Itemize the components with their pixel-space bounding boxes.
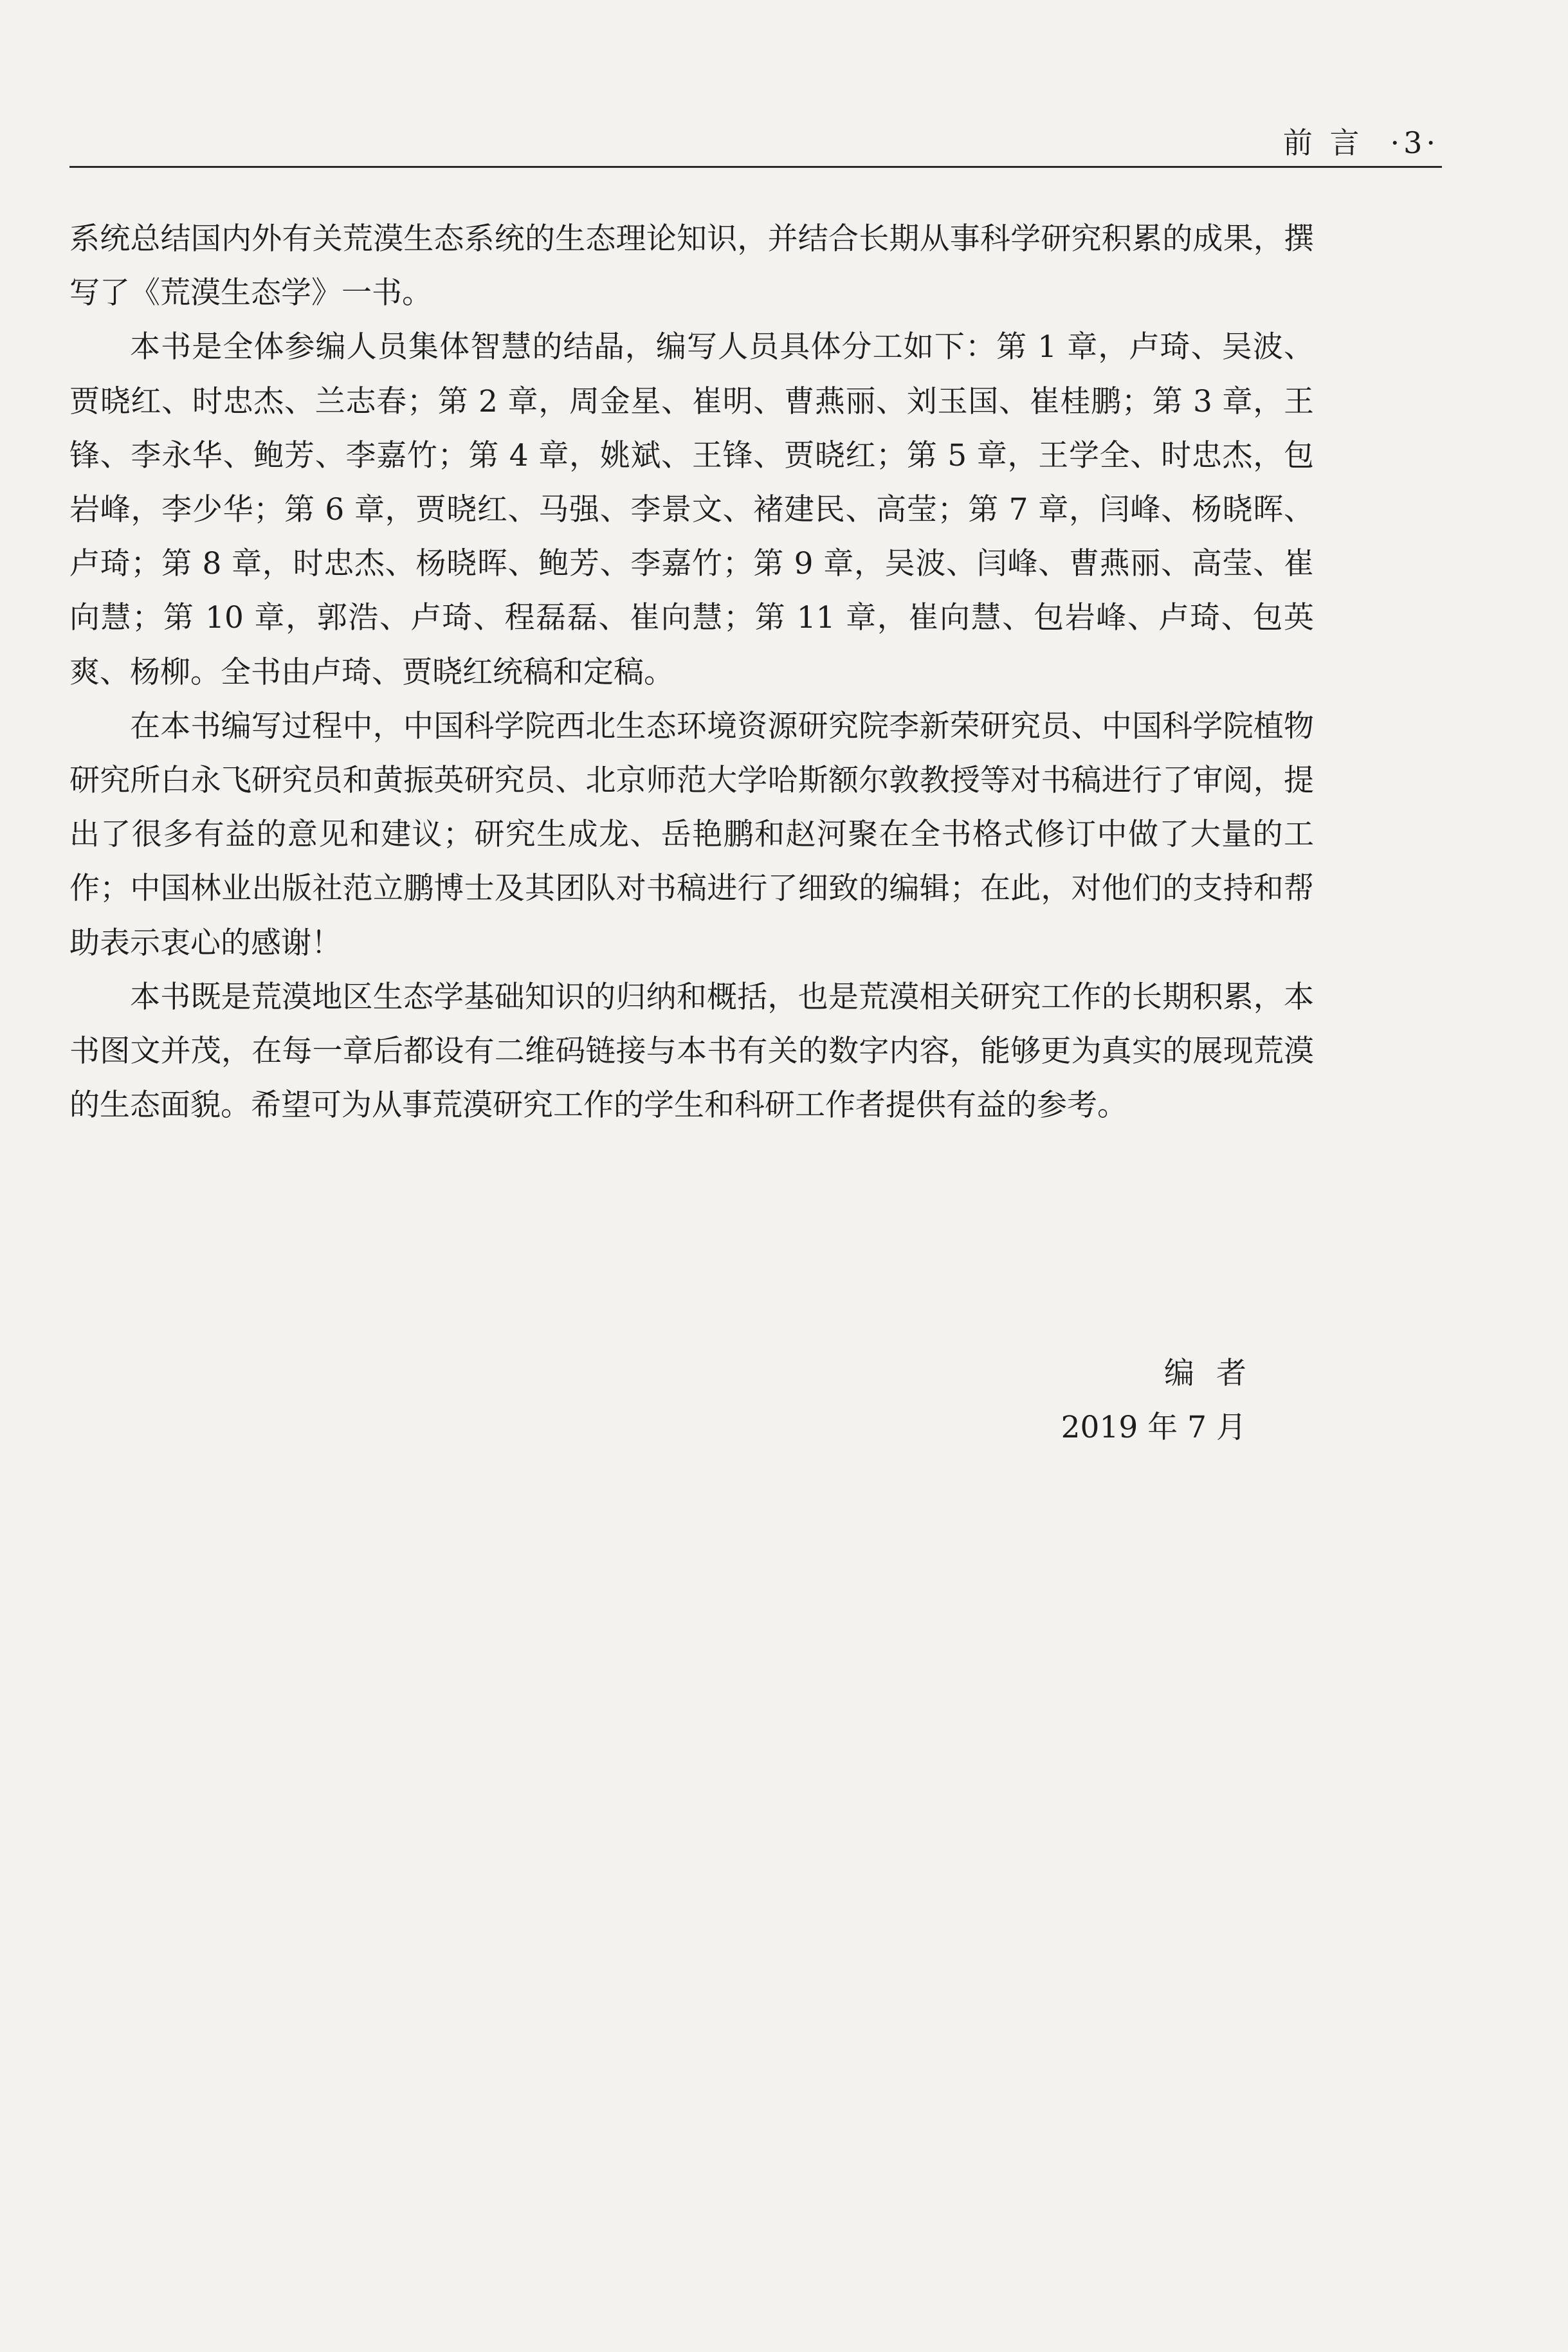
signature-block (1061, 1347, 1268, 1455)
paragraph-continued: 系统总结国内外有关荒漠生态系统的生态理论知识，并结合长期从事科学研究积累的成果，撰写了《荒漠生态学》一书。 (69, 221, 1314, 311)
paragraph-authors: 本书是全体参编人员集体智慧的结晶，编写人员具体分工如下：第 1 章，卢琦、吴波、贾晓红、时忠杰、兰志春；第 2 章，周金星、崔明、曹燕丽、刘玉国、崔桂鹏；第 3 章，王锋、李永华、鲍芳、李嘉竹；第 4 章，姚斌、王锋、贾晓红；第 5 章，王学全、时忠杰，包岩峰，李少华；第 6 章，贾晓红、马强、李景文、褚建民、高莹；第 7 章，闫峰、杨晓晖、卢琦；第 8 章，时忠杰、杨晓晖、鲍芳、李嘉竹；第 9 章，吴波、闫峰、曹燕丽、高莹、崔向慧；第 10 章，郭浩、卢琦、程磊磊、崔向慧；第 11 章，崔向慧、包岩峰、卢琦、包英爽、杨柳。全书由卢琦、贾晓红统稿和定稿。 (69, 329, 1314, 690)
section-title: 前 言 (1282, 125, 1363, 160)
signature-date: 2019 年 7 月 (1061, 1410, 1246, 1445)
body-text (69, 212, 1314, 1133)
paragraph-summary: 本书既是荒漠地区生态学基础知识的归纳和概括，也是荒漠相关研究工作的长期积累，本书图文并茂，在每一章后都设有二维码链接与本书有关的数字内容，能够更为真实的展现荒漠的生态面貌。希望可为从事荒漠研究工作的学生和科研工作者提供有益的参考。 (69, 979, 1314, 1124)
paragraph-acknowledgements: 在本书编写过程中，中国科学院西北生态环境资源研究院李新荣研究员、中国科学院植物研究所白永飞研究员和黄振英研究员、北京师范大学哈斯额尔敦教授等对书稿进行了审阅，提出了很多有益的意见和建议；研究生成龙、岳艳鹏和赵河聚在全书格式修订中做了大量的工作；中国林业出版社范立鹏博士及其团队对书稿进行了细致的编辑；在此，对他们的支持和帮助表示衷心的感谢！ (69, 708, 1314, 961)
header-rule (69, 166, 1442, 168)
running-head (1283, 120, 1439, 162)
signature-author: 编者 (1164, 1356, 1268, 1391)
page-number: ·3· (1390, 125, 1439, 160)
